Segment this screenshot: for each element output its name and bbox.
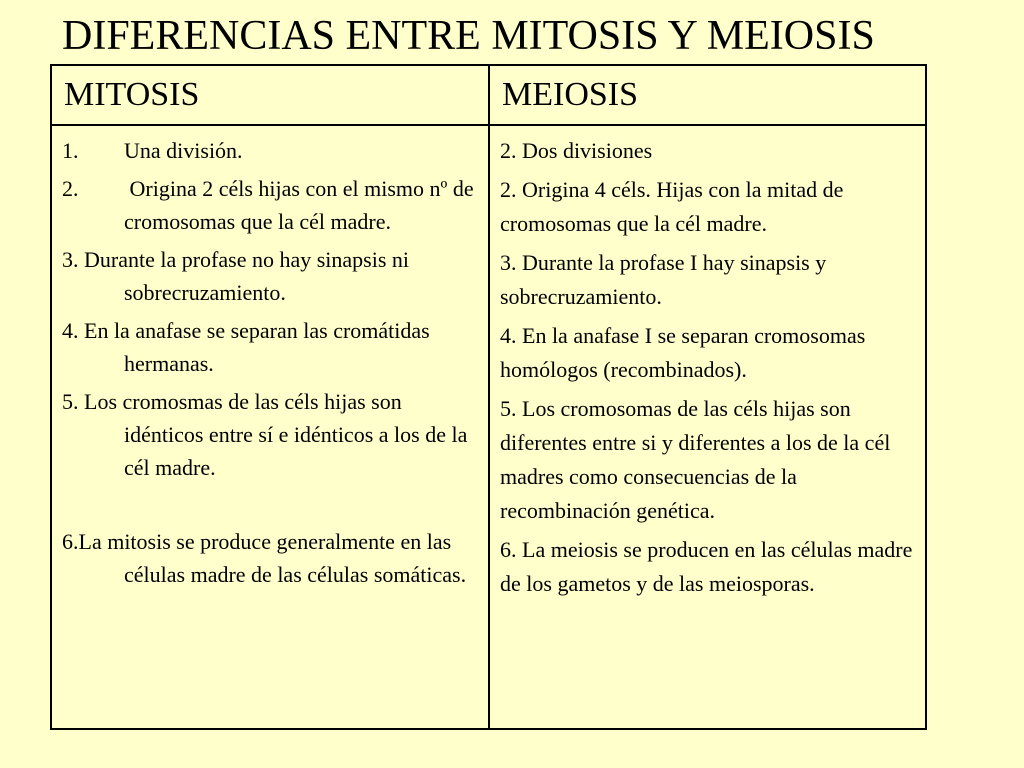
header-row <box>51 65 926 125</box>
mitosis-item-2-number: 2. <box>62 176 79 201</box>
meiosis-column <box>489 125 926 729</box>
mitosis-item-1-number: 1. <box>62 138 79 163</box>
mitosis-column <box>51 125 489 729</box>
header-mitosis: MITOSIS <box>51 65 489 125</box>
mitosis-item-2 <box>62 172 480 238</box>
mitosis-spacer <box>62 489 480 525</box>
meiosis-item-6: 6. La meiosis se producen en las células madre de los gametos y de las meiosporas. <box>500 537 913 596</box>
meiosis-item-2: 2. Origina 4 céls. Hijas con la mitad de cromosomas que la cél madre. <box>500 177 844 236</box>
mitosis-item-5: 5. Los cromosmas de las céls hijas son idénticos entre sí e idénticos a los de la cél madre. <box>62 389 468 480</box>
meiosis-item-1: 2. Dos divisiones <box>500 138 653 163</box>
header-meiosis: MEIOSIS <box>489 65 926 125</box>
meiosis-item-4: 4. En la anafase I se separan cromosomas homólogos (recombinados). <box>500 323 866 382</box>
mitosis-item-3: 3. Durante la profase no hay sinapsis ni sobrecruzamiento. <box>62 247 410 305</box>
meiosis-item-5: 5. Los cromosomas de las céls hijas son diferentes entre si y diferentes a los de la cél madres como consecuencias de la recombinación genética. <box>500 396 891 523</box>
mitosis-item-4: 4. En la anafase se separan las cromátidas hermanas. <box>62 318 430 376</box>
mitosis-item-6: 6.La mitosis se produce generalmente en las células madre de las células somáticas. <box>62 529 467 587</box>
comparison-table <box>50 64 927 730</box>
mitosis-item-1 <box>62 134 480 167</box>
mitosis-item-2-text: Origina 2 céls hijas con el mismo nº de cromosomas que la cél madre. <box>124 176 480 234</box>
meiosis-item-3: 3. Durante la profase I hay sinapsis y sobrecruzamiento. <box>500 250 827 309</box>
content-row <box>51 125 926 729</box>
mitosis-item-1-text: Una división. <box>124 138 243 163</box>
slide-title: DIFERENCIAS ENTRE MITOSIS Y MEIOSIS <box>62 13 875 59</box>
